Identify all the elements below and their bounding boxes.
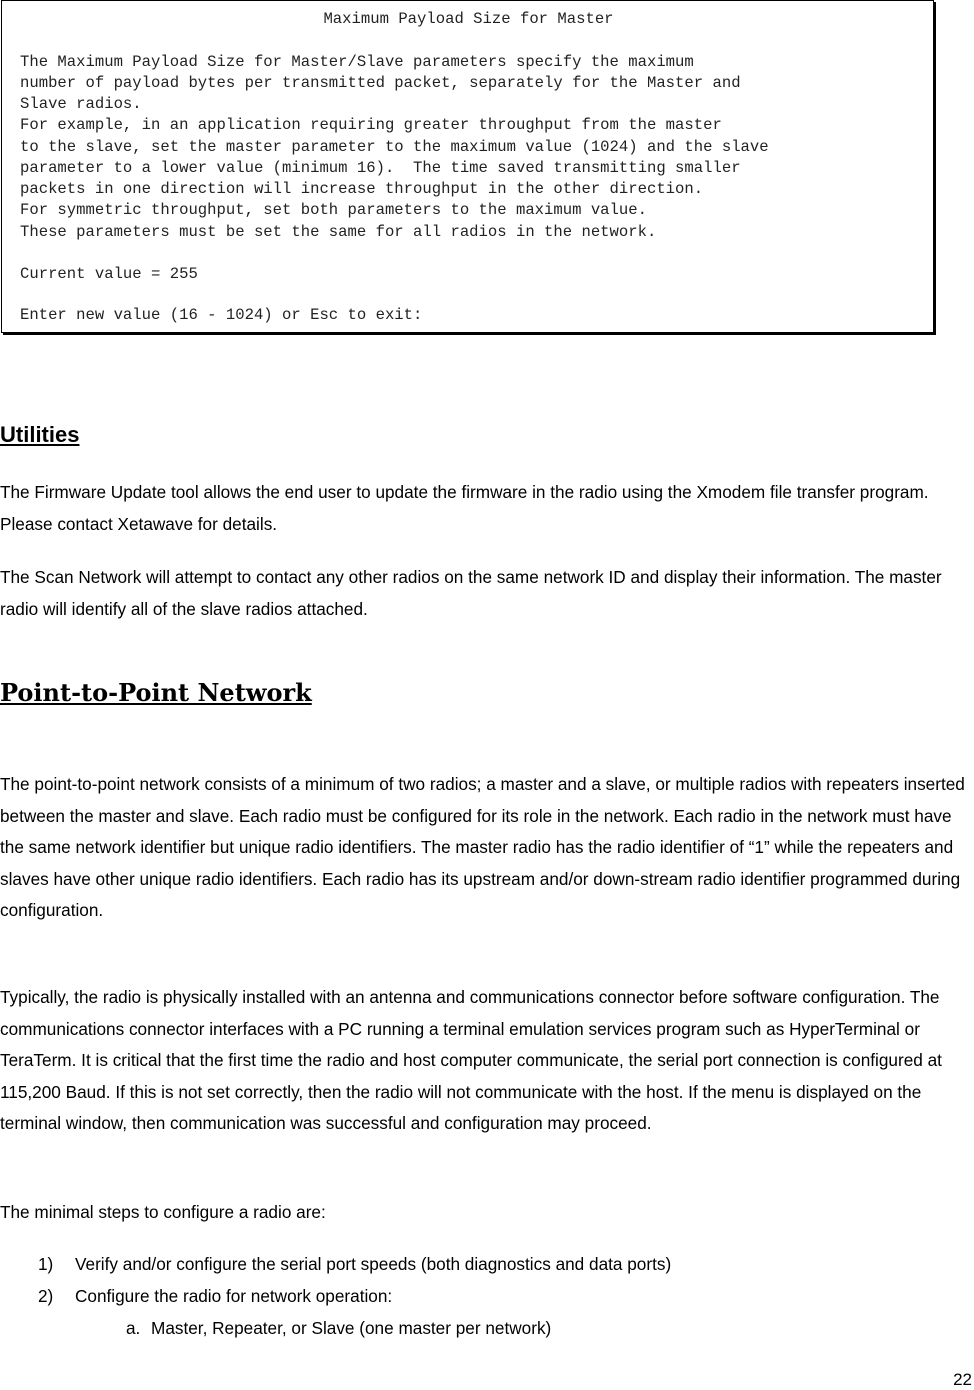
list-item-text: Verify and/or configure the serial port speeds (both diagnostics and data ports) bbox=[75, 1254, 672, 1274]
terminal-line: number of payload bytes per transmitted packet, separately for the Master and bbox=[20, 74, 741, 92]
page-number: 22 bbox=[953, 1370, 972, 1389]
utilities-paragraph: The Scan Network will attempt to contact any other radios on the same network ID and display their information. The master radio will identify all of the slave radios attached. bbox=[0, 567, 942, 619]
terminal-line: These parameters must be set the same for all radios in the network. bbox=[20, 223, 657, 241]
list-item-number: 2) bbox=[38, 1286, 54, 1306]
terminal-dialog bbox=[1, 0, 934, 333]
terminal-line: to the slave, set the master parameter to the maximum value (1024) and the slave bbox=[20, 138, 769, 156]
terminal-line: Slave radios. bbox=[20, 95, 142, 113]
ptp-paragraph: The minimal steps to configure a radio are: bbox=[0, 1202, 326, 1222]
list-item-text: Configure the radio for network operation: bbox=[75, 1286, 393, 1306]
list-item-number: 1) bbox=[38, 1254, 54, 1274]
ptp-heading: Point-to-Point Network bbox=[0, 678, 312, 707]
terminal-current-value: Current value = 255 bbox=[20, 265, 198, 283]
terminal-line: packets in one direction will increase throughput in the other direction. bbox=[20, 180, 704, 198]
list-item-text: Master, Repeater, or Slave (one master per network) bbox=[151, 1318, 552, 1338]
terminal-line: For symmetric throughput, set both parameters to the maximum value. bbox=[20, 201, 647, 219]
utilities-paragraph: The Firmware Update tool allows the end user to update the firmware in the radio using the Xmodem file transfer program. Please contact Xetawave for details. bbox=[0, 482, 929, 534]
list-item-letter: a. bbox=[126, 1318, 141, 1338]
terminal-prompt: Enter new value (16 - 1024) or Esc to exit: bbox=[20, 306, 423, 324]
terminal-line: parameter to a lower value (minimum 16). The time saved transmitting smaller bbox=[20, 159, 741, 177]
utilities-heading: Utilities bbox=[0, 422, 80, 447]
terminal-line: For example, in an application requiring greater throughput from the master bbox=[20, 116, 722, 134]
terminal-line: The Maximum Payload Size for Master/Slave parameters specify the maximum bbox=[20, 53, 694, 71]
terminal-title: Maximum Payload Size for Master bbox=[323, 10, 614, 28]
ptp-paragraph: The point-to-point network consists of a minimum of two radios; a master and a slave, or multiple radios with repeaters inserted between the master and slave. Each radio must be configured for its role in the network. Each radio in the network must have the same network identifier but unique radio identifiers. The master radio has the radio identifier of “1” while the repeaters and slaves have other unique radio identifiers. Each radio has its upstream and/or down-stream radio identifier programmed during configuration. bbox=[0, 774, 965, 920]
ptp-paragraph: Typically, the radio is physically installed with an antenna and communications connector before software configuration. The communications connector interfaces with a PC running a terminal emulation services program such as HyperTerminal or TeraTerm. It is critical that the first time the radio and host computer communicate, the serial port connection is configured at 115,200 Baud. If this is not set correctly, then the radio will not communicate with the host. If the menu is displayed on the terminal window, then communication was successful and configuration may proceed. bbox=[0, 987, 942, 1133]
